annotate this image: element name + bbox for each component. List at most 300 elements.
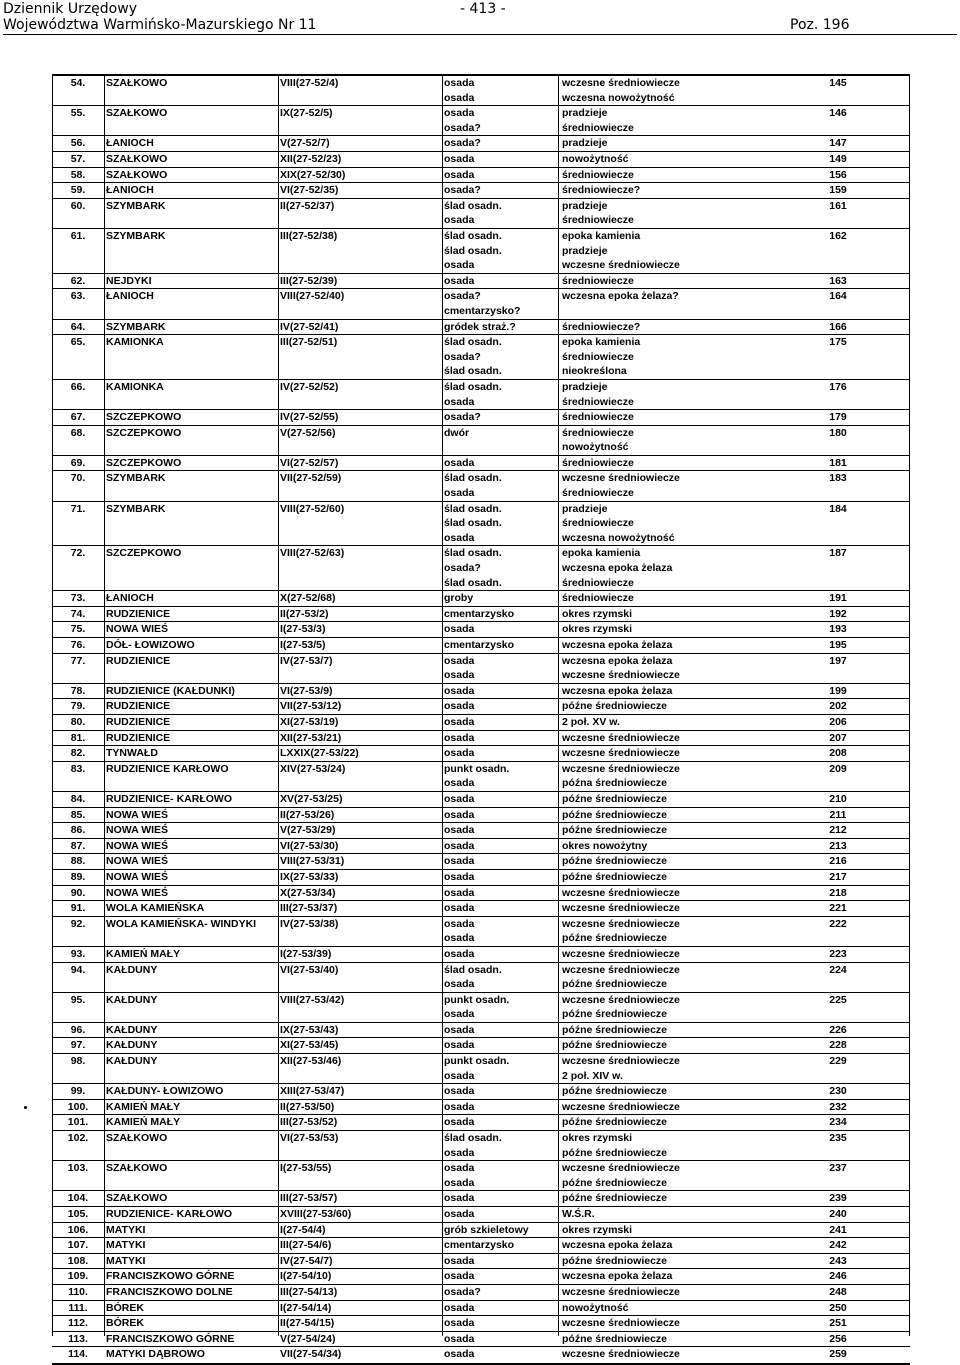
register-number: 222 xyxy=(829,917,847,930)
site-code: III(27-54/6) xyxy=(280,1239,332,1252)
dating: okres rzymski xyxy=(562,1132,633,1145)
site-code: I(27-54/14) xyxy=(280,1301,332,1314)
dating-cell xyxy=(562,699,762,714)
site-type: osada xyxy=(444,1254,475,1267)
row-number: 73. xyxy=(70,592,86,605)
table-row xyxy=(52,76,910,106)
register-number: 181 xyxy=(829,456,847,469)
table-row xyxy=(52,947,910,963)
dating: wczesne średniowiecze xyxy=(562,947,680,960)
row-number: 59. xyxy=(70,184,86,197)
site-type: osada xyxy=(444,1162,475,1175)
site-type: osada xyxy=(444,1301,475,1314)
site-code: I(27-53/55) xyxy=(280,1162,332,1175)
register-number: 242 xyxy=(829,1239,847,1252)
dating-cell xyxy=(562,136,762,151)
site-type-cell xyxy=(444,901,556,916)
table-row xyxy=(52,456,910,472)
table-row xyxy=(52,917,910,947)
locality-name: KAŁDUNY- ŁOWIZOWO xyxy=(106,1085,224,1098)
dating-cell xyxy=(562,654,762,683)
site-type-cell xyxy=(444,731,556,746)
dating: nieokreślona xyxy=(562,365,627,378)
site-type: cmentarzysko? xyxy=(444,304,521,317)
register-number: 197 xyxy=(829,654,847,667)
dating: wczesne średniowiecze xyxy=(562,1055,680,1068)
register-number: 250 xyxy=(829,1301,847,1314)
register-number: 195 xyxy=(829,639,847,652)
row-number: 55. xyxy=(70,107,86,120)
dating-cell xyxy=(562,917,762,946)
dating-cell xyxy=(562,1100,762,1115)
dating-cell xyxy=(562,993,762,1022)
site-type: osada xyxy=(444,792,475,805)
site-type: dwór xyxy=(444,426,470,439)
site-type-cell xyxy=(444,456,556,471)
site-type: osada? xyxy=(444,1285,481,1298)
site-code: II(27-53/50) xyxy=(280,1100,335,1113)
locality-name: ŁANIOCH xyxy=(106,592,154,605)
site-type-cell xyxy=(444,168,556,183)
register-number: 191 xyxy=(829,592,847,605)
dating: pradzieje xyxy=(562,502,608,515)
site-type-cell xyxy=(444,823,556,838)
locality-name: MATYKI xyxy=(106,1254,146,1267)
site-code: XII(27-52/23) xyxy=(280,152,342,165)
row-number: 104. xyxy=(67,1192,89,1205)
register-number: 224 xyxy=(829,963,847,976)
site-code: VIII(27-52/4) xyxy=(280,77,339,89)
dating: okres rzymski xyxy=(562,623,633,636)
site-type-cell xyxy=(444,335,556,379)
register-number: 259 xyxy=(829,1348,847,1361)
table-row xyxy=(52,854,910,870)
table-row xyxy=(52,106,910,136)
site-type-cell xyxy=(444,1191,556,1206)
table-row xyxy=(52,1084,910,1100)
table-row xyxy=(52,622,910,638)
dating-cell xyxy=(562,471,762,500)
site-type-cell xyxy=(444,762,556,791)
dating: średniowiecze xyxy=(562,168,634,181)
table-row xyxy=(52,684,910,700)
site-type: osada xyxy=(444,1039,475,1052)
dating-cell xyxy=(562,901,762,916)
dating: wczesne średniowiecze xyxy=(562,917,680,930)
site-code: III(27-52/38) xyxy=(280,229,338,242)
site-code: VII(27-52/59) xyxy=(280,472,342,485)
site-type-cell xyxy=(444,886,556,901)
row-number: 54. xyxy=(70,77,86,89)
site-type-cell xyxy=(444,917,556,946)
site-type: osada xyxy=(444,77,475,89)
locality-name: MATYKI xyxy=(106,1239,146,1252)
register-number: 156 xyxy=(829,168,847,181)
site-type: osada xyxy=(444,716,475,728)
site-code: IX(27-52/5) xyxy=(280,107,333,120)
locality-name: SZAŁKOWO xyxy=(106,1132,168,1145)
site-type: osada xyxy=(444,1348,475,1361)
row-number: 109. xyxy=(67,1270,89,1283)
register-number: 210 xyxy=(829,792,847,805)
locality-name: KAŁDUNY xyxy=(106,993,158,1006)
table-row xyxy=(52,274,910,290)
dating: nowożytność xyxy=(562,441,629,454)
dating-cell xyxy=(562,335,762,379)
locality-name: SZYMBARK xyxy=(106,502,166,515)
site-type: groby xyxy=(444,592,474,605)
site-code: X(27-52/68) xyxy=(280,592,336,605)
table-row xyxy=(52,901,910,917)
dating-cell xyxy=(562,274,762,289)
site-type-cell xyxy=(444,1207,556,1222)
locality-name: KAMIEŃ MAŁY xyxy=(106,947,181,960)
site-type: osada xyxy=(444,824,475,837)
table-row xyxy=(52,335,910,380)
site-type-cell xyxy=(444,1131,556,1160)
site-code: IV(27-52/41) xyxy=(280,320,339,333)
register-number: 145 xyxy=(829,77,847,89)
locality-name: SZAŁKOWO xyxy=(106,152,168,165)
site-code: IV(27-52/55) xyxy=(280,411,339,424)
locality-name: NOWA WIEŚ xyxy=(106,839,169,852)
site-type: osada xyxy=(444,531,475,544)
site-code: IV(27-52/52) xyxy=(280,380,339,393)
site-type-cell xyxy=(444,1316,556,1331)
site-code: II(27-53/2) xyxy=(280,607,329,620)
dating-cell xyxy=(562,1332,762,1347)
locality-name: SZCZEPKOWO xyxy=(106,411,182,424)
site-type: osada xyxy=(444,1332,475,1345)
dating: 2 poł. XIV w. xyxy=(562,1069,623,1082)
register-number: 184 xyxy=(829,502,847,515)
row-number: 101. xyxy=(67,1116,89,1129)
site-code: V(27-52/7) xyxy=(280,137,330,150)
site-code: XV(27-53/25) xyxy=(280,792,343,805)
table-row xyxy=(52,1161,910,1191)
site-type: osada xyxy=(444,886,475,899)
register-number: 207 xyxy=(829,731,847,744)
dating-cell xyxy=(562,839,762,854)
row-number: 110. xyxy=(68,1285,88,1298)
row-number: 112. xyxy=(68,1317,88,1330)
site-type: osada xyxy=(444,1192,475,1205)
site-code: IX(27-53/33) xyxy=(280,870,339,883)
row-number: 96. xyxy=(70,1023,86,1036)
dating: późne średniowiecze xyxy=(562,808,668,821)
site-code: XIII(27-53/47) xyxy=(280,1085,345,1098)
dating: wczesna epoka żelaza xyxy=(562,639,673,652)
site-type-cell xyxy=(444,229,556,273)
row-number: 84. xyxy=(70,792,86,805)
register-number: 161 xyxy=(829,199,847,212)
locality-name: BÓREK xyxy=(106,1301,144,1314)
dating-cell xyxy=(562,870,762,885)
dating: późne średniowiecze xyxy=(562,1146,668,1159)
row-number: 98. xyxy=(70,1055,86,1068)
dating: średniowiecze xyxy=(562,214,634,227)
register-number: 163 xyxy=(829,274,847,287)
site-code: I(27-53/3) xyxy=(280,623,326,636)
table-row xyxy=(52,746,910,762)
dating: późne średniowiecze xyxy=(562,1254,668,1267)
dating: średniowiecze xyxy=(562,426,634,439)
site-type-cell xyxy=(444,1223,556,1238)
dating: średniowiecze xyxy=(562,121,634,134)
dating-cell xyxy=(562,426,762,455)
page-header xyxy=(0,0,960,38)
site-type-cell xyxy=(444,471,556,500)
site-code: III(27-52/51) xyxy=(280,336,338,349)
site-type-cell xyxy=(444,1238,556,1253)
dating-cell xyxy=(562,1115,762,1130)
table-row xyxy=(52,993,910,1023)
table-row xyxy=(52,654,910,684)
site-code: XI(27-53/19) xyxy=(280,716,339,728)
site-type: osada xyxy=(444,747,475,760)
register-number: 149 xyxy=(829,152,847,165)
site-code: IV(27-54/7) xyxy=(280,1254,333,1267)
locality-name: KAŁDUNY xyxy=(106,1039,158,1052)
table-row xyxy=(52,808,910,824)
dating-cell xyxy=(562,183,762,198)
row-number: 103. xyxy=(67,1162,89,1175)
dating-cell xyxy=(562,76,762,105)
dating: pradzieje xyxy=(562,107,608,120)
site-type: osada xyxy=(444,623,475,636)
locality-name: KAŁDUNY xyxy=(106,1023,158,1036)
table-row xyxy=(52,762,910,792)
dating: wczesna epoka żelaza xyxy=(562,562,673,575)
site-type-cell xyxy=(444,274,556,289)
row-number: 77. xyxy=(70,654,86,667)
locality-name: SZYMBARK xyxy=(106,199,166,212)
site-type-cell xyxy=(444,410,556,425)
dating-cell xyxy=(562,715,762,730)
site-type-cell xyxy=(444,380,556,409)
locality-name: NOWA WIEŚ xyxy=(106,623,169,636)
site-type: osada xyxy=(444,777,475,790)
dating: wczesne średniowiecze xyxy=(562,77,680,89)
dating: pradzieje xyxy=(562,137,608,150)
register-number: 235 xyxy=(829,1132,847,1145)
register-number: 146 xyxy=(829,107,847,120)
site-type: osada xyxy=(444,1317,475,1330)
site-code: XII(27-53/46) xyxy=(280,1055,342,1068)
locality-name: FRANCISZKOWO DOLNE xyxy=(106,1285,233,1298)
site-code: II(27-52/37) xyxy=(280,199,335,212)
locality-name: NOWA WIEŚ xyxy=(106,870,169,883)
site-type-cell xyxy=(444,808,556,823)
table-row xyxy=(52,963,910,993)
register-number: 234 xyxy=(829,1116,847,1129)
table-row xyxy=(52,886,910,902)
site-type-cell xyxy=(444,963,556,992)
site-type: osada xyxy=(444,684,475,697)
site-code: V(27-54/24) xyxy=(280,1332,336,1345)
dating-cell xyxy=(562,229,762,273)
row-number: 62. xyxy=(70,274,86,287)
site-type: osada? xyxy=(444,121,481,134)
row-number: 64. xyxy=(70,320,86,333)
site-code: VIII(27-52/40) xyxy=(280,290,345,303)
site-type: osada xyxy=(444,1100,475,1113)
table-row xyxy=(52,607,910,623)
dating: okres rzymski xyxy=(562,1223,633,1236)
dating-cell xyxy=(562,808,762,823)
table-row xyxy=(52,1191,910,1207)
register-number: 175 xyxy=(829,336,847,349)
site-code: VI(27-52/35) xyxy=(280,184,339,197)
row-number: 78. xyxy=(70,684,86,697)
site-type: grób szkieletowy xyxy=(444,1223,529,1236)
dating: wczesne średniowiecze xyxy=(562,747,680,760)
register-number: 248 xyxy=(829,1285,847,1298)
dating: średniowiecze xyxy=(562,274,634,287)
locality-name: WOLA KAMIEŃSKA xyxy=(106,902,205,915)
dating: późne średniowiecze xyxy=(562,824,668,837)
row-number: 57. xyxy=(70,152,86,165)
site-type: ślad osadn. xyxy=(444,547,502,560)
locality-name: RUDZIENICE- KARŁOWO xyxy=(106,1208,232,1220)
site-type-cell xyxy=(444,1347,556,1362)
register-number: 228 xyxy=(829,1039,847,1052)
locality-name: NOWA WIEŚ xyxy=(106,824,169,837)
dating-cell xyxy=(562,1038,762,1053)
dating: wczesna epoka żelaza xyxy=(562,654,673,667)
site-code: III(27-53/57) xyxy=(280,1192,338,1205)
dating-cell xyxy=(562,1238,762,1253)
site-type-cell xyxy=(444,947,556,962)
row-number: 85. xyxy=(70,808,86,821)
locality-name: RUDZIENICE (KAŁDUNKI) xyxy=(106,684,235,697)
site-type: osada xyxy=(444,654,475,667)
dating: średniowiecze xyxy=(562,395,634,408)
dating-cell xyxy=(562,152,762,167)
row-number: 99. xyxy=(70,1085,86,1098)
scan-mark xyxy=(24,1106,27,1109)
dating: późne średniowiecze xyxy=(562,1116,668,1129)
site-code: VIII(27-53/42) xyxy=(280,993,345,1006)
site-code: III(27-53/37) xyxy=(280,902,338,915)
table-row xyxy=(52,1332,910,1348)
register-number: 180 xyxy=(829,426,847,439)
table-row xyxy=(52,1054,910,1084)
dating: wczesne średniowiecze xyxy=(562,669,680,682)
site-type: osada xyxy=(444,1116,475,1129)
dating-cell xyxy=(562,622,762,637)
site-type: osada xyxy=(444,870,475,883)
dating-cell xyxy=(562,1285,762,1300)
dating: pradzieje xyxy=(562,244,608,257)
dating-cell xyxy=(562,684,762,699)
table-row xyxy=(52,638,910,654)
site-code: I(27-53/39) xyxy=(280,947,332,960)
site-code: I(27-54/10) xyxy=(280,1270,332,1283)
site-type: gródek straż.? xyxy=(444,320,516,333)
page-number: - 413 - xyxy=(460,1,506,17)
table-row xyxy=(52,591,910,607)
site-code: VIII(27-52/63) xyxy=(280,547,345,560)
locality-name: SZAŁKOWO xyxy=(106,168,168,181)
locality-name: SZCZEPKOWO xyxy=(106,426,182,439)
site-code: I(27-53/5) xyxy=(280,639,326,652)
site-code: IX(27-53/43) xyxy=(280,1023,339,1036)
row-number: 63. xyxy=(70,290,86,303)
table-row xyxy=(52,1301,910,1317)
dating: okres rzymski xyxy=(562,607,633,620)
row-number: 56. xyxy=(70,137,86,150)
table-row xyxy=(52,699,910,715)
register-number: 213 xyxy=(829,839,847,852)
site-code: V(27-52/56) xyxy=(280,426,336,439)
table-row xyxy=(52,1238,910,1254)
site-type: osada? xyxy=(444,411,481,424)
dating: W.Ś.R. xyxy=(562,1208,595,1220)
site-code: VI(27-52/57) xyxy=(280,456,339,469)
register-number: 179 xyxy=(829,411,847,424)
table-row xyxy=(52,1223,910,1239)
site-type: osada xyxy=(444,932,475,945)
site-type-cell xyxy=(444,1332,556,1347)
site-type-cell xyxy=(444,1161,556,1190)
site-code: VI(27-53/30) xyxy=(280,839,339,852)
table-row xyxy=(52,1316,910,1332)
dating: późne średniowiecze xyxy=(562,1176,668,1189)
site-type: ślad osadn. xyxy=(444,380,502,393)
row-number: 74. xyxy=(70,607,86,620)
site-type-cell xyxy=(444,607,556,622)
register-number: 206 xyxy=(829,716,847,728)
dating-cell xyxy=(562,823,762,838)
dating: epoka kamienia xyxy=(562,547,641,560)
dating-cell xyxy=(562,1223,762,1238)
dating: późne średniowiecze xyxy=(562,700,668,713)
dating: późne średniowiecze xyxy=(562,870,668,883)
site-type-cell xyxy=(444,199,556,228)
row-number: 100. xyxy=(67,1100,89,1113)
site-type-cell xyxy=(444,654,556,683)
site-type-cell xyxy=(444,684,556,699)
dating: wczesne średniowiecze xyxy=(562,259,680,272)
register-number: 241 xyxy=(829,1223,847,1236)
site-type: ślad osadn. xyxy=(444,336,502,349)
dating-cell xyxy=(562,886,762,901)
row-number: 65. xyxy=(70,336,86,349)
table-row xyxy=(52,183,910,199)
locality-name: TYNWAŁD xyxy=(106,747,158,760)
locality-name: SZAŁKOWO xyxy=(106,1162,168,1175)
dating: 2 poł. XV w. xyxy=(562,716,620,728)
row-number: 69. xyxy=(70,456,86,469)
locality-name: RUDZIENICE xyxy=(106,654,171,667)
site-code: XVIII(27-53/60) xyxy=(280,1208,352,1220)
site-code: XII(27-53/21) xyxy=(280,731,342,744)
dating-cell xyxy=(562,546,762,590)
site-type: osada xyxy=(444,214,475,227)
locality-name: MATYKI DĄBROWO xyxy=(106,1348,205,1361)
locality-name: RUDZIENICE KARŁOWO xyxy=(106,762,229,775)
row-number: 108. xyxy=(67,1254,89,1267)
site-code: III(27-54/13) xyxy=(280,1285,338,1298)
site-type: osada xyxy=(444,731,475,744)
site-type-cell xyxy=(444,622,556,637)
site-type: osada xyxy=(444,1176,475,1189)
register-number: 230 xyxy=(829,1085,847,1098)
locality-name: SZYMBARK xyxy=(106,320,166,333)
site-type-cell xyxy=(444,76,556,105)
dating-cell xyxy=(562,320,762,335)
